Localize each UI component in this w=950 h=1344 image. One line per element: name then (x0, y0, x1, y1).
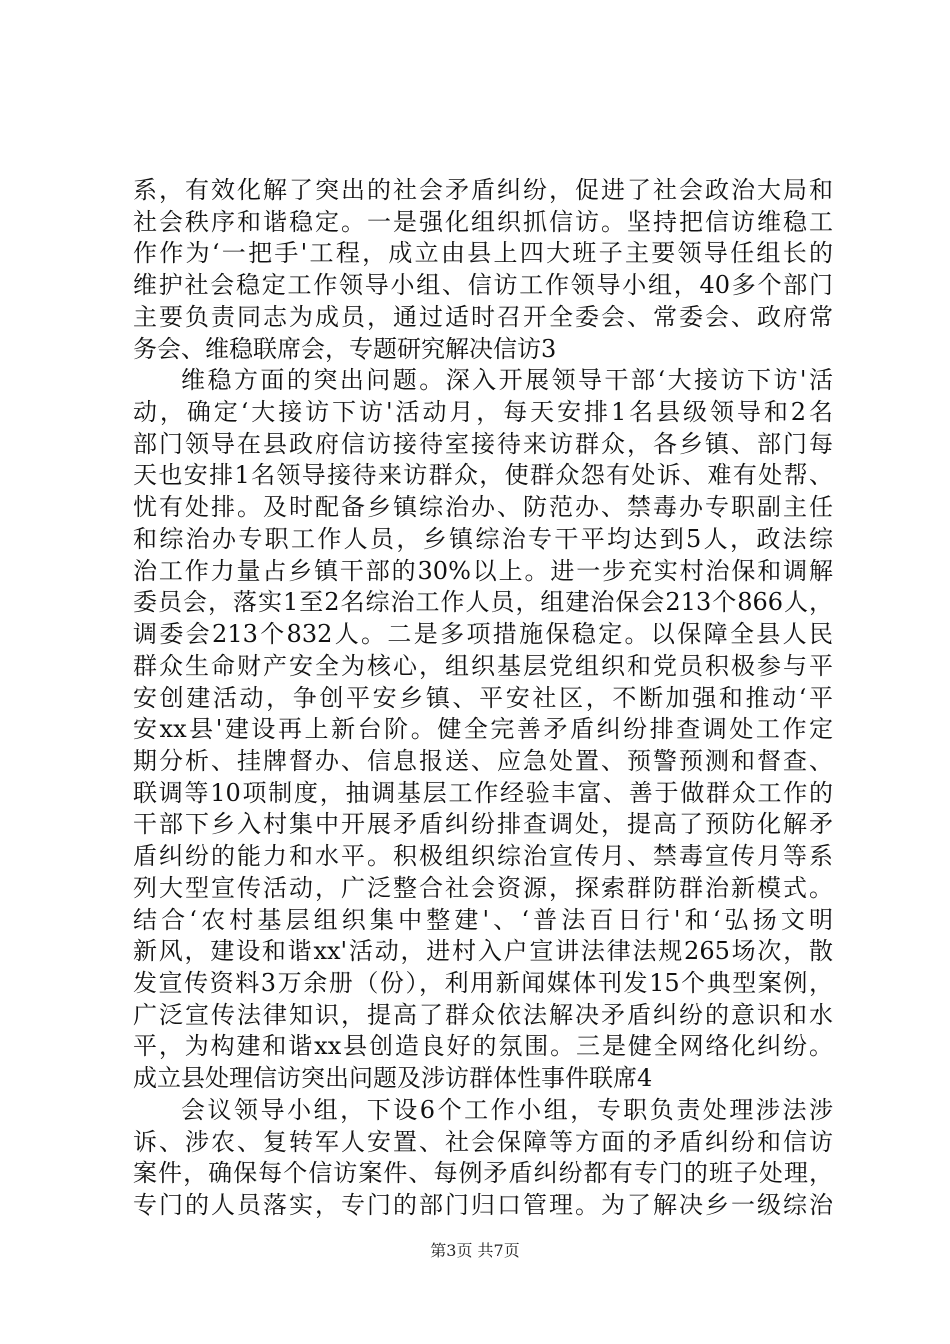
body-text-line: 群众生命财产安全为核心，组织基层党组织和党员积极参与平 (133, 652, 833, 680)
page-footer: 第3页 共7页 (430, 1241, 520, 1260)
body-text-line: 维护社会稳定工作领导小组、信访工作领导小组，40多个部门 (133, 271, 833, 299)
body-text-line: 委员会，落实1至2名综治工作人员，组建治保会213个866人， (133, 588, 833, 616)
body-text-line: 联调等10项制度，抽调基层工作经验丰富、善于做群众工作的 (133, 779, 833, 807)
body-text-line: 系，有效化解了突出的社会矛盾纠纷，促进了社会政治大局和 (133, 176, 833, 204)
body-text-line: 调委会213个832人。二是多项措施保稳定。以保障全县人民 (133, 620, 833, 648)
body-text-line: 列大型宣传活动，广泛整合社会资源，探索群防群治新模式。 (133, 874, 833, 902)
body-text-line: 会议领导小组，下设6个工作小组，专职负责处理涉法涉 (181, 1096, 833, 1124)
body-text-line: 平，为构建和谐xx县创造良好的氛围。三是健全网络化纠纷。 (133, 1032, 833, 1060)
body-text-line: 成立县处理信访突出问题及涉访群体性事件联席4 (133, 1064, 653, 1092)
body-text-line: 动，确定‘大接访下访'活动月，每天安排1名县级领导和2名 (133, 398, 833, 426)
body-text-line: 务会、维稳联席会，专题研究解决信访3 (133, 335, 557, 363)
body-text-line: 和综治办专职工作人员，乡镇综治专干平均达到5人，政法综 (133, 525, 833, 553)
body-text-line: 新风，建设和谐xx'活动，进村入户宣讲法律法规265场次，散 (133, 937, 833, 965)
body-text-line: 案件，确保每个信访案件、每例矛盾纠纷都有专门的班子处理， (133, 1159, 833, 1187)
body-text-line: 结合‘农村基层组织集中整建'、‘普法百日行'和‘弘扬文明 (133, 906, 833, 934)
body-text-line: 作作为‘一把手'工程，成立由县上四大班子主要领导任组长的 (133, 239, 833, 267)
body-text-line: 天也安排1名领导接待来访群众，使群众怨有处诉、难有处帮、 (133, 461, 833, 489)
body-text-line: 干部下乡入村集中开展矛盾纠纷排查调处，提高了预防化解矛 (133, 810, 833, 838)
body-text-line: 维稳方面的突出问题。深入开展领导干部‘大接访下访'活 (181, 366, 833, 394)
body-text-line: 忧有处排。及时配备乡镇综治办、防范办、禁毒办专职副主任 (133, 493, 833, 521)
body-text-line: 治工作力量占乡镇干部的30%以上。进一步充实村治保和调解 (133, 557, 833, 585)
body-text-line: 诉、涉农、复转军人安置、社会保障等方面的矛盾纠纷和信访 (133, 1128, 833, 1156)
body-text-line: 专门的人员落实，专门的部门归口管理。为了解决乡一级综治 (133, 1191, 833, 1219)
body-text-line: 社会秩序和谐稳定。一是强化组织抓信访。坚持把信访维稳工 (133, 208, 833, 236)
body-text-line: 安xx县'建设再上新台阶。健全完善矛盾纠纷排查调处工作定 (133, 715, 833, 743)
body-text-line: 安创建活动，争创平安乡镇、平安社区，不断加强和推动‘平 (133, 684, 833, 712)
body-text-line: 期分析、挂牌督办、信息报送、应急处置、预警预测和督查、 (133, 747, 833, 775)
body-text-line: 盾纠纷的能力和水平。积极组织综治宣传月、禁毒宣传月等系 (133, 842, 833, 870)
body-text-line: 主要负责同志为成员，通过适时召开全委会、常委会、政府常 (133, 303, 833, 331)
body-text-line: 发宣传资料3万余册（份），利用新闻媒体刊发15个典型案例， (133, 969, 833, 997)
body-text-line: 部门领导在县政府信访接待室接待来访群众，各乡镇、部门每 (133, 430, 833, 458)
body-text-line: 广泛宣传法律知识，提高了群众依法解决矛盾纠纷的意识和水 (133, 1001, 833, 1029)
